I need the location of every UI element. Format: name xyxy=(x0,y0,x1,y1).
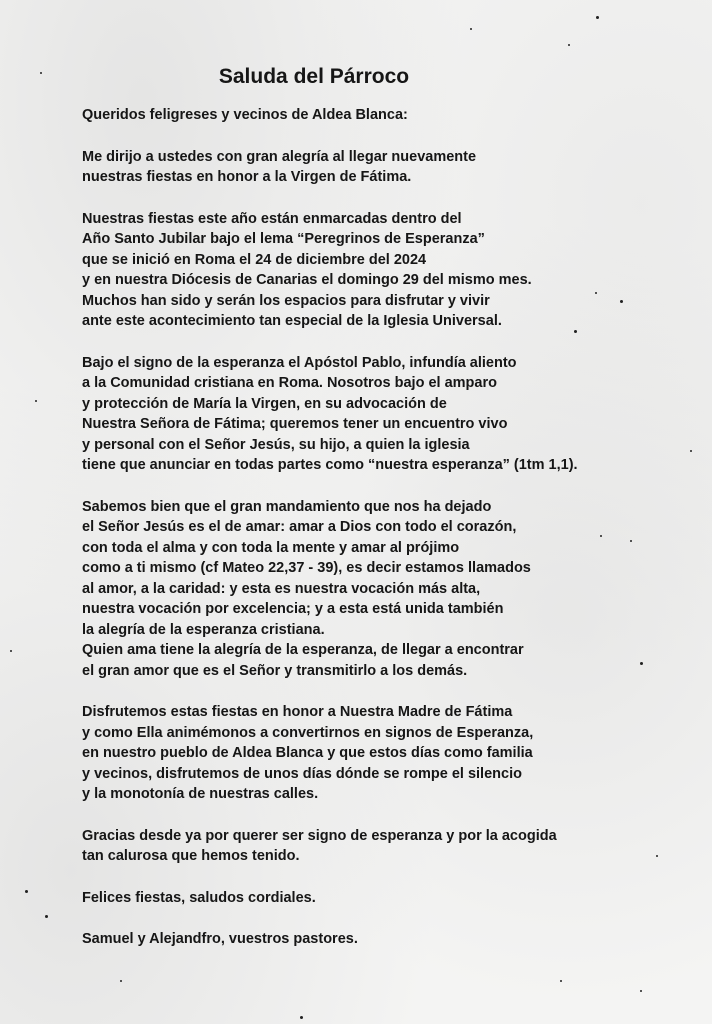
paragraph-line: y personal con el Señor Jesús, su hijo, a quien la iglesia xyxy=(82,436,470,453)
paragraph-line: Gracias desde ya por querer ser signo de esperanza y por la acogida xyxy=(82,827,557,844)
paragraph xyxy=(82,353,682,476)
paragraph-line: Nuestra Señora de Fátima; queremos tener un encuentro vivo xyxy=(82,416,508,432)
paper-speck xyxy=(568,44,570,46)
paragraph-line: Bajo el signo de la esperanza el Apóstol Pablo, infundía aliento xyxy=(82,354,517,371)
paragraph xyxy=(82,929,682,950)
paper-speck xyxy=(470,28,472,30)
paper-speck xyxy=(560,980,562,982)
paragraph xyxy=(82,209,682,332)
paragraph-line: Año Santo Jubilar bajo el lema “Peregrinos de Esperanza” xyxy=(82,231,485,247)
paragraph-line: Quien ama tiene la alegría de la esperanza, de llegar a encontrar xyxy=(82,642,524,658)
paragraph-line: Me dirijo a ustedes con gran alegría al llegar nuevamente xyxy=(82,148,477,165)
paragraph-line: Felices fiestas, saludos cordiales. xyxy=(82,889,316,906)
paragraph xyxy=(82,826,682,867)
paragraph-line: Nuestras fiestas este año están enmarcadas dentro del xyxy=(82,210,462,227)
paragraph-line: Samuel y Alejandfro, vuestros pastores. xyxy=(82,931,358,947)
letter-body xyxy=(82,105,682,971)
paper-speck xyxy=(25,890,28,893)
paragraph-line: el gran amor que es el Señor y transmitirlo a los demás. xyxy=(82,662,468,679)
paper-speck xyxy=(45,915,48,918)
paragraph xyxy=(82,888,682,909)
letter-paragraphs xyxy=(82,147,682,950)
paper-speck xyxy=(640,990,642,992)
paragraph-line: Disfrutemos estas fiestas en honor a Nuestra Madre de Fátima xyxy=(82,704,513,720)
paragraph xyxy=(82,702,682,805)
paragraph-line: que se inició en Roma el 24 de diciembre del 2024 xyxy=(82,251,427,268)
paragraph-line: como a ti mismo (cf Mateo 22,37 - 39), es decir estamos llamados xyxy=(82,560,531,576)
paragraph-line: la alegría de la esperanza cristiana. xyxy=(82,621,325,638)
paragraph-line: y en nuestra Diócesis de Canarias el domingo 29 del mismo mes. xyxy=(82,272,532,288)
paper-speck xyxy=(596,16,599,19)
paper-speck xyxy=(120,980,122,982)
paragraph-line: y protección de María la Virgen, en su advocación de xyxy=(82,395,447,412)
greeting-line: Queridos feligreses y vecinos de Aldea Blanca: xyxy=(82,107,408,123)
paper-speck xyxy=(690,450,692,452)
paragraph-line: y vecinos, disfrutemos de unos días dónde se rompe el silencio xyxy=(82,765,522,782)
paragraph-line: el Señor Jesús es el de amar: amar a Dios con todo el corazón, xyxy=(82,519,517,535)
paragraph-line: y como Ella animémonos a convertirnos en signos de Esperanza, xyxy=(82,724,534,741)
paragraph-line: a la Comunidad cristiana en Roma. Nosotros bajo el amparo xyxy=(82,375,497,391)
paragraph-line: Sabemos bien que el gran mandamiento que nos ha dejado xyxy=(82,498,492,515)
paragraph-line: tiene que anunciar en todas partes como “nuestra esperanza” (1tm 1,1). xyxy=(82,457,578,473)
paragraph-line: Muchos han sido y serán los espacios para disfrutar y vivir xyxy=(82,292,490,309)
page-title: Saluda del Párroco xyxy=(218,65,410,88)
paper-speck xyxy=(10,650,12,652)
paragraph-line: con toda el alma y con toda la mente y amar al prójimo xyxy=(82,539,460,556)
paragraph-line: ante este acontecimiento tan especial de la Iglesia Universal. xyxy=(82,313,502,329)
paragraph-line: en nuestro pueblo de Aldea Blanca y que estos días como familia xyxy=(82,745,533,761)
paragraph-line: y la monotonía de nuestras calles. xyxy=(82,786,319,802)
paragraph xyxy=(82,497,682,682)
paragraph-line: al amor, a la caridad: y esta es nuestra vocación más alta, xyxy=(82,580,481,597)
paper-speck xyxy=(300,1016,303,1019)
greeting xyxy=(82,105,682,126)
paragraph-line: nuestra vocación por excelencia; y a esta está unida también xyxy=(82,601,504,617)
paragraph xyxy=(82,147,682,188)
paper-speck xyxy=(35,400,37,402)
paragraph-line: nuestras fiestas en honor a la Virgen de Fátima. xyxy=(82,169,412,185)
paragraph-line: tan calurosa que hemos tenido. xyxy=(82,848,300,864)
